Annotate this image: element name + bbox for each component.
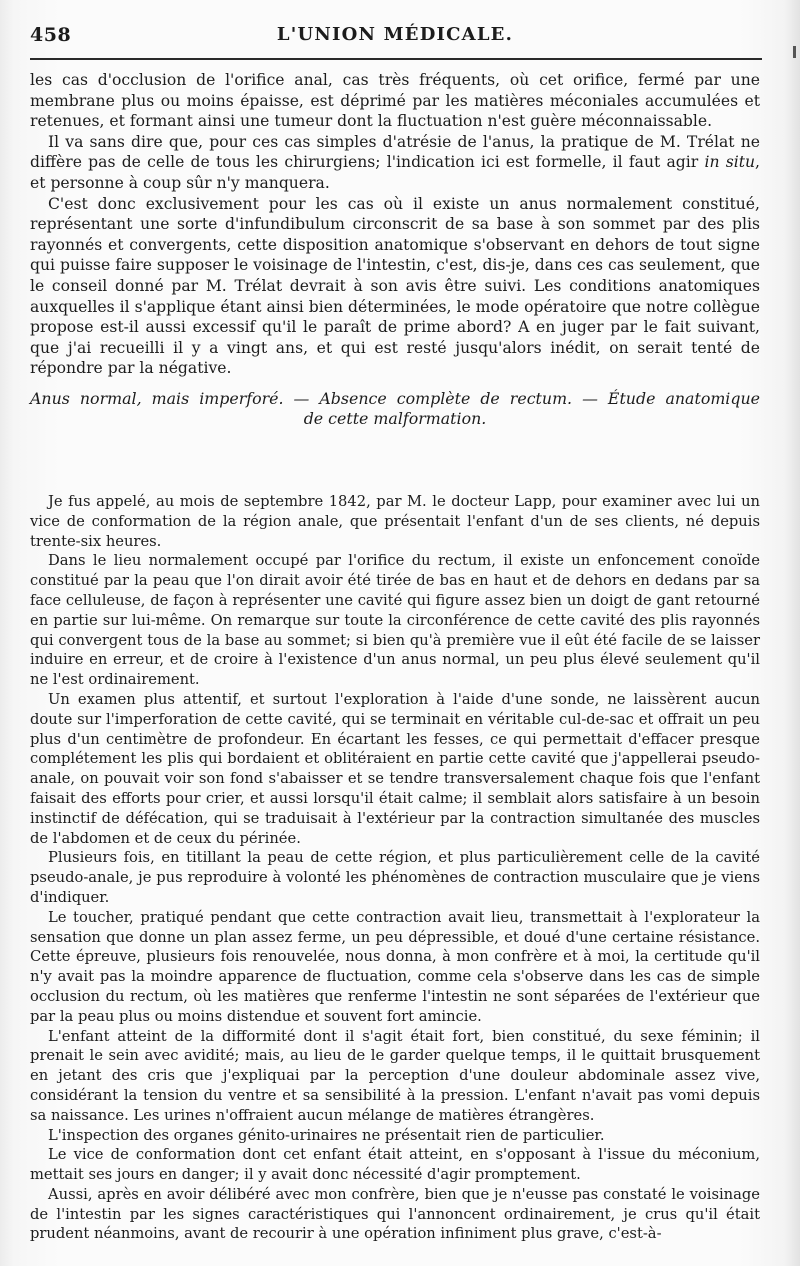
paragraph: Un examen plus attentif, et surtout l'exploration à l'aide d'une sonde, ne laissèrent aucun doute sur l'imperforation de cette cavité, qui se terminait en véritable cul-de-sac et offrait un peu plus d'un centimètre de profondeur. En écartant les fesses, ce qui permettait d'effacer presque complétement les plis qui bordaient et oblitéraient en partie cette cavité que j'appellerai pseudo-anale, on pouvait voir son fond s'abaisser et se tendre transversalement chaque fois que l'enfant faisait des efforts pour crier, et aussi lorsqu'il était calme; il semblait alors satisfaire à un besoin instinctif de défécation, qui se traduisait à l'extérieur par la contraction simultanée des muscles de l'abdomen et de ceux du périnée. [30,690,760,847]
paragraph: Je fus appelé, au mois de septembre 1842, par M. le docteur Lapp, pour examiner avec lui un vice de conformation de la région anale, que présentait l'enfant d'un de ses clients, né depuis trente-six heures. [30,493,760,550]
paragraph: Dans le lieu normalement occupé par l'orifice du rectum, il existe un enfoncement conoïde constitué par la peau que l'on dirait avoir été tirée de bas en haut et de dehors en dedans par sa face celluleuse, de façon à représenter une cavité qui figure assez bien un doigt de gant retourné en partie sur lui-même. On remarque sur toute la circonférence de cette cavité des plis rayonnés qui convergent tous de la base au sommet; si bien qu'à première vue il eût été facile de se laisser induire en erreur, et de croire à l'existence d'un anus normal, un peu plus élevé seulement qu'il ne l'est ordinairement. [30,552,760,689]
paragraph: Aussi, après en avoir délibéré avec mon confrère, bien que je n'eusse pas constaté le voisinage de l'intestin par les signes caractéristiques qui l'annoncent ordinairement, je crus qu'il était prudent néanmoins, avant de recourir à une opération infiniment plus grave, c'est-à- [30,1185,760,1243]
paragraph-text: , et personne à coup sûr n'y manquera. [30,153,760,192]
header-rule [30,58,762,60]
paragraph-text: Il va sans dire que, pour ces cas simples d'atrésie de l'anus, la pratique de M. Trélat ne diffère pas de celle de tous les chirurgiens; l'indication ici est formelle, il faut agir [30,132,760,172]
paragraph: les cas d'occlusion de l'orifice anal, cas très fréquents, où cet orifice, fermé par une membrane plus ou moins épaisse, est déprimé par les matières méconiales accumulées et retenues, et formant ainsi une tumeur dont la fluctuation n'est guère méconnaissable. [30,71,760,131]
section-title [30,389,760,429]
article-text-top [30,70,760,451]
paragraph: Le toucher, pratiqué pendant que cette contraction avait lieu, transmettait à l'explorateur la sensation que donne un plan assez ferme, un peu dépressible, et doué d'une certaine résistance. Cette épreuve, plusieurs fois renouvelée, nous donna, à mon confrère et à moi, la certitude qu'il n'y avait pas la moindre apparence de fluctuation, comme cela s'observe dans les cas de simple occlusion du rectum, où les matières que renferme l'intestin ne sont séparées de l'extérieur que par la peau plus ou moins distendue et souvent fort amincie. [30,908,760,1025]
paragraph [30,132,760,194]
page-header [30,24,760,50]
paragraph: Plusieurs fois, en titillant la peau de cette région, et plus particulièrement celle de la cavité pseudo-anale, je pus reproduire à volonté les phénomènes de contraction musculaire que je viens d'indiquer. [30,849,760,906]
running-title: L'UNION MÉDICALE. [276,24,514,45]
page-edge-mark [793,46,796,58]
paragraph: Le vice de conformation dont cet enfant était atteint, en s'opposant à l'issue du méconium, mettait ses jours en danger; il y avait donc nécessité d'agir promptement. [30,1146,760,1184]
paragraph: L'inspection des organes génito-urinaires ne présentait rien de particulier. [48,1126,605,1144]
section-title-line: de cette malformation. [303,408,487,428]
paragraph: L'enfant atteint de la difformité dont il s'agit était fort, bien constitué, du sexe féminin; il prenait le sein avec avidité; mais, au lieu de le garder quelque temps, il le quittait brusquement en jetant des cris que j'expliquai par la perception d'une douleur abdominale assez vive, considérant la tension du ventre et sa sensibilité à la pression. L'enfant n'avait pas vomi depuis sa naissance. Les urines n'offraient aucun mélange de matières étrangères. [30,1027,760,1124]
page-number: 458 [30,24,72,46]
article-text-bottom [30,492,760,1244]
section-title-line: Anus normal, mais imperforé. — Absence complète de rectum. — Étude anatomique [30,388,760,408]
paragraph: C'est donc exclusivement pour les cas où il existe un anus normalement constitué, représentant une sorte d'infundibulum circonscrit de sa base à son sommet par des plis rayonnés et convergents, cette disposition anatomique s'observant en dehors de tout signe qui puisse faire supposer le voisinage de l'intestin, c'est, dis-je, dans ces cas seulement, que le conseil donné par M. Trélat devrait à son avis être suivi. Les conditions anatomiques auxquelles il s'applique étant ainsi bien déterminées, le mode opératoire que notre collègue propose est-il aussi excessif qu'il le paraît de prime abord? A en juger par le fait suivant, que j'ai recueilli il y a vingt ans, et qui est resté jusqu'alors inédit, on serait tenté de répondre par la négative. [30,194,760,378]
italic-term: in situ [704,153,756,172]
